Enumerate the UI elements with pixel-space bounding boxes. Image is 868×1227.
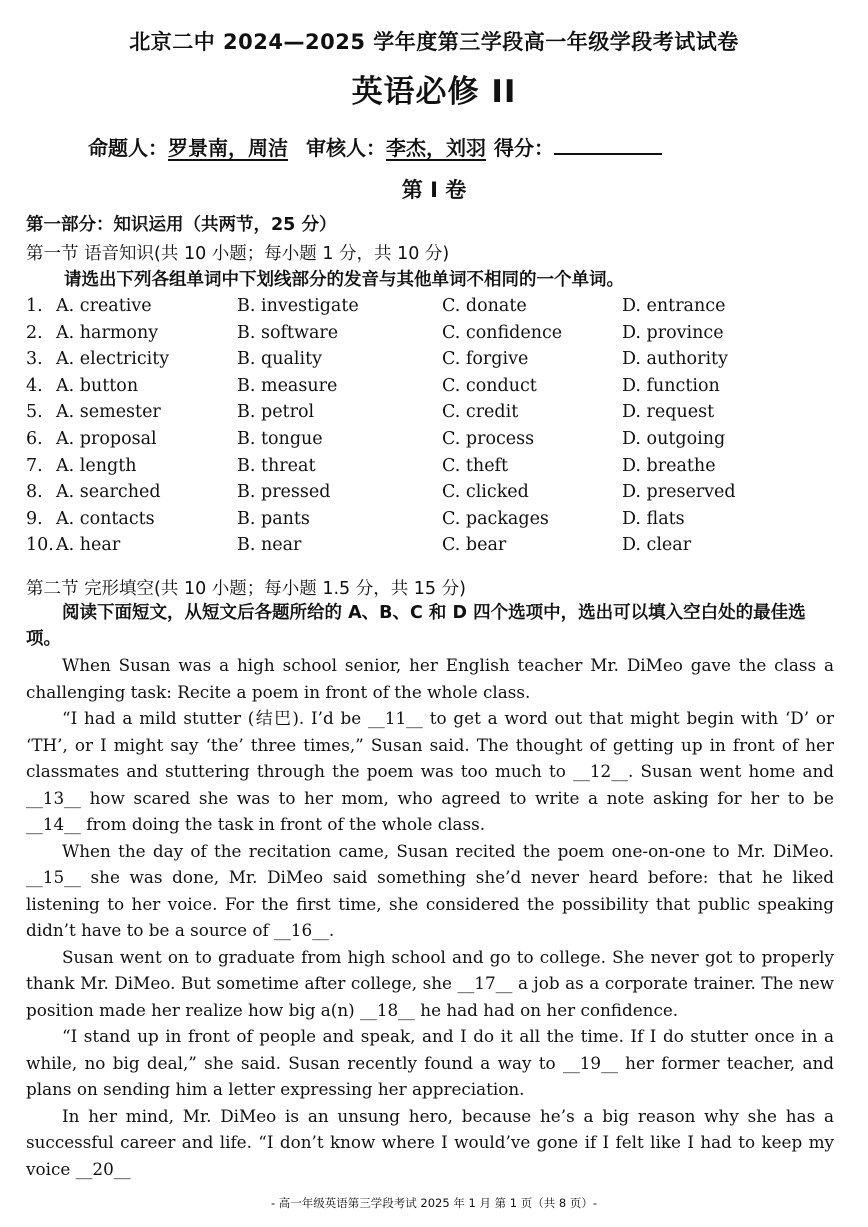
- option-c: C. packages: [442, 508, 549, 529]
- option-b: B. pants: [237, 508, 310, 529]
- option-d: D. flats: [622, 508, 685, 529]
- setter-label: 命题人：: [88, 136, 168, 160]
- option-d: D. function: [622, 375, 720, 396]
- option-b: B. threat: [237, 455, 316, 476]
- question-row: [26, 509, 846, 536]
- option-c: C. confidence: [442, 322, 563, 343]
- section2-instruction: 阅读下面短文，从短文后各题所给的 A、B、C 和 D 四个选项中，选出可以填入空白处的最佳选项。: [26, 603, 806, 649]
- option-d: D. outgoing: [622, 428, 726, 449]
- question-number: 6.: [26, 428, 43, 449]
- question-row: [26, 349, 846, 376]
- passage-paragraph: Susan went on to graduate from high school and go to college. She never got to properly thank Mr. DiMeo. But sometime after college, she __17__ a job as a corporate trainer. The new position made her realize how big a(n) __18__ he had had on her confidence.: [26, 946, 834, 1020]
- section1-heading: 第一节 语音知识(共 10 小题；每小题 1 分，共 10 分): [26, 244, 450, 264]
- subject-title: 英语必修 II: [351, 74, 517, 110]
- question-row: [26, 429, 846, 456]
- question-number: 1.: [26, 296, 43, 316]
- option-b: B. quality: [237, 349, 323, 370]
- question-number: 3.: [26, 349, 43, 370]
- question-number: 2.: [26, 322, 43, 343]
- reviewer-label: 审核人：: [306, 136, 386, 160]
- section1-instruction: 请选出下列各组单词中下划线部分的发音与其他单词不相同的一个单词。: [64, 270, 624, 290]
- option-c: C. theft: [442, 455, 509, 476]
- option-a: A. length: [56, 455, 137, 476]
- passage-paragraph: “I stand up in front of people and speak, and I do it all the time. If I do stutter once in a while, no big deal,” she said. Susan recently found a way to __19__ her former teacher, and plans on sending him a letter expressing her appreciation.: [26, 1026, 834, 1099]
- question-row: [26, 482, 846, 509]
- option-b: B. measure: [237, 375, 338, 396]
- reviewer-names: 李杰，刘羽: [386, 136, 486, 160]
- option-d: D. preserved: [622, 482, 736, 503]
- option-c: C. credit: [442, 402, 519, 423]
- option-a: A. harmony: [56, 322, 159, 343]
- score-blank[interactable]: [554, 135, 662, 155]
- part1-heading: 第一部分：知识运用（共两节，25 分）: [26, 215, 337, 235]
- score-label: 得分：: [494, 136, 554, 160]
- question-row: [26, 402, 846, 429]
- page-footer: - 高一年级英语第三学段考试 2025 年 1 月 第 1 页（共 8 页）-: [270, 1196, 598, 1210]
- phonetics-question-list: [26, 296, 846, 562]
- question-number: 9.: [26, 508, 43, 529]
- question-row: [26, 456, 846, 483]
- option-a: A. searched: [56, 482, 161, 503]
- question-row: [26, 296, 846, 323]
- option-b: B. petrol: [237, 402, 315, 423]
- option-a: A. button: [56, 375, 139, 396]
- option-d: D. breathe: [622, 455, 716, 476]
- option-d: D. authority: [622, 349, 728, 370]
- question-number: 4.: [26, 375, 43, 396]
- option-d: D. request: [622, 402, 715, 423]
- question-row: [26, 535, 846, 562]
- question-number: 5.: [26, 402, 43, 423]
- option-a: A. contacts: [56, 508, 155, 529]
- option-c: C. donate: [442, 296, 527, 316]
- passage-paragraph: When the day of the recitation came, Susan recited the poem one-on-one to Mr. DiMeo. __15__ she was done, Mr. DiMeo said something she’d never heard before: that he liked listening to her voice. For the first time, she considered the possibility that public speaking didn’t have to be a source of __16__.: [26, 840, 834, 940]
- passage-paragraph: When Susan was a high school senior, her English teacher Mr. DiMeo gave the class a challenging task: Recite a poem in front of the whole class.: [26, 655, 834, 702]
- option-d: D. province: [622, 322, 724, 343]
- option-b: B. investigate: [237, 296, 359, 316]
- option-a: A. creative: [56, 296, 152, 316]
- option-b: B. tongue: [237, 428, 323, 449]
- section2-heading: 第二节 完形填空(共 10 小题；每小题 1.5 分，共 15 分): [26, 579, 466, 599]
- option-a: A. hear: [56, 535, 121, 556]
- option-b: B. near: [237, 535, 302, 556]
- option-c: C. clicked: [442, 482, 529, 503]
- option-a: A. proposal: [56, 428, 157, 449]
- passage-paragraph: In her mind, Mr. DiMeo is an unsung hero, because he’s a big reason why she has a successful career and life. “I don’t know where I would’ve gone if I felt like I had to keep my voice __20__: [26, 1105, 834, 1179]
- option-c: C. conduct: [442, 375, 537, 396]
- question-number: 10.: [26, 535, 54, 556]
- option-b: B. pressed: [237, 482, 331, 503]
- option-d: D. clear: [622, 535, 692, 556]
- option-c: C. bear: [442, 535, 507, 556]
- setter-names: 罗景南，周洁: [168, 136, 288, 160]
- volume-heading: 第 I 卷: [401, 178, 467, 202]
- option-c: C. process: [442, 428, 535, 449]
- option-a: A. semester: [56, 402, 161, 423]
- exam-meta: [88, 132, 662, 161]
- option-c: C. forgive: [442, 349, 529, 370]
- question-row: [26, 323, 846, 350]
- option-b: B. software: [237, 322, 339, 343]
- option-a: A. electricity: [56, 349, 170, 370]
- question-number: 7.: [26, 455, 43, 476]
- passage-paragraph: “I had a mild stutter (结巴). I’d be __11__ to get a word out that might begin with ‘D’ or ‘TH’, or I might say ‘the’ three times,” Susan said. The thought of getting up in front of her classmates and stuttering through the poem was too much to __12__. Susan went home and __13__ how scared she was to her mom, who agreed to write a note asking for her to be __14__ from doing the task in front of the whole class.: [26, 708, 834, 834]
- cloze-passage: [26, 652, 834, 1182]
- option-d: D. entrance: [622, 296, 726, 316]
- question-row: [26, 376, 846, 403]
- exam-title: 北京二中 2024—2025 学年度第三学段高一年级学段考试试卷: [129, 30, 739, 54]
- question-number: 8.: [26, 482, 43, 503]
